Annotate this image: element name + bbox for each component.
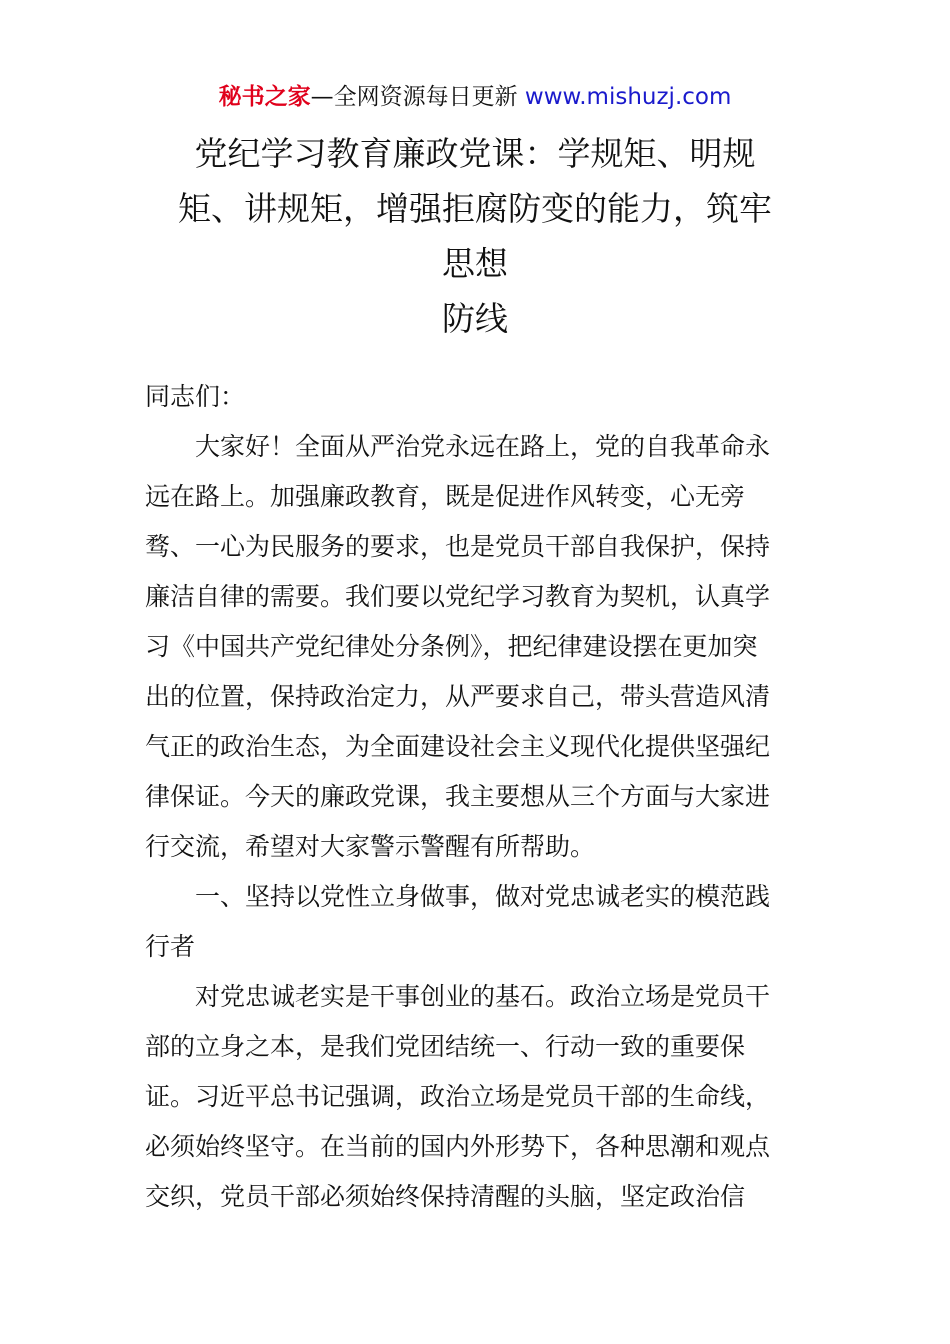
site-brand: 秘书之家 [218,84,311,110]
site-header [0,80,950,114]
paragraph-line: 必须始终坚守。在当前的国内外形势下，各种思潮和观点 [145,1132,771,1161]
paragraph-line: 证。习近平总书记强调，政治立场是党员干部的生命线， [145,1082,771,1111]
paragraph-line: 律保证。今天的廉政党课，我主要想从三个方面与大家进 [145,782,771,811]
title-line: 思想 [442,244,508,283]
section-heading-line: 行者 [145,932,196,961]
paragraph-line: 廉洁自律的需要。我们要以党纪学习教育为契机，认真学 [145,582,771,611]
site-tagline: —全网资源每日更新 [310,84,518,110]
section-heading-line: 一、坚持以党性立身做事，做对党忠诚老实的模范践 [195,882,771,911]
paragraph-line: 出的位置，保持政治定力，从严要求自己，带头营造风清 [145,682,771,711]
document-body [145,372,810,1222]
paragraph-line: 气正的政治生态，为全面建设社会主义现代化提供坚强纪 [145,732,771,761]
paragraph-line: 远在路上。加强廉政教育，既是促进作风转变，心无旁 [145,482,746,511]
title-line: 防线 [442,299,508,338]
paragraph-line: 行交流，希望对大家警示警醒有所帮助。 [145,832,596,861]
title-line: 矩、讲规矩，增强拒腐防变的能力，筑牢 [178,189,772,228]
paragraph-line: 习《中国共产党纪律处分条例》，把纪律建设摆在更加突 [145,632,758,661]
document-title [140,126,810,346]
site-url-link[interactable]: www.mishuzj.com [524,84,732,110]
paragraph-line: 部的立身之本，是我们党团结统一、行动一致的重要保 [145,1032,746,1061]
paragraph-line: 骛、一心为民服务的要求，也是党员干部自我保护，保持 [145,532,771,561]
paragraph-line: 大家好！全面从严治党永远在路上，党的自我革命永 [195,432,771,461]
paragraph-line: 交织，党员干部必须始终保持清醒的头脑，坚定政治信 [145,1182,746,1211]
paragraph-line: 对党忠诚老实是干事创业的基石。政治立场是党员干 [195,982,771,1011]
title-line: 党纪学习教育廉政党课：学规矩、明规 [194,134,756,173]
salutation: 同志们： [145,382,246,411]
